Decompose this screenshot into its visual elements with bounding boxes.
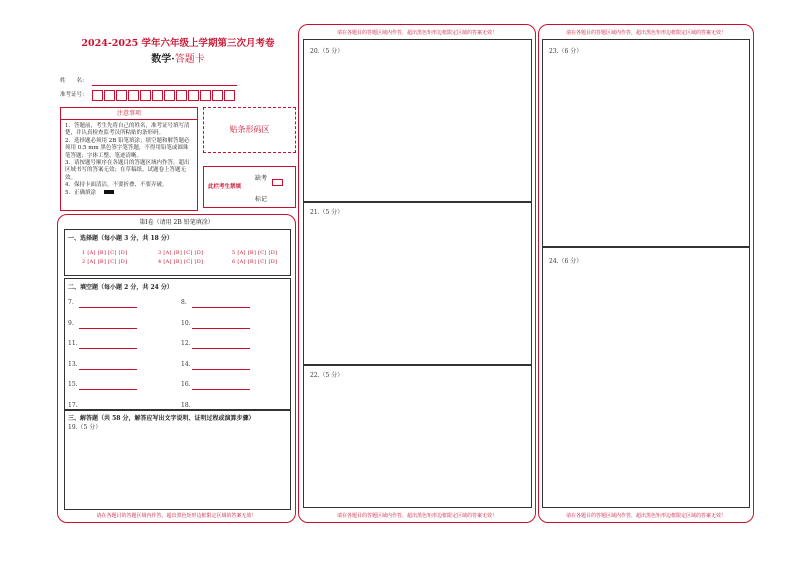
filled-sample-icon xyxy=(104,190,114,194)
fill-question-label: 12. xyxy=(181,340,191,347)
notice-title: 注意事项 xyxy=(61,108,197,120)
name-label: 姓 名： xyxy=(60,78,88,84)
barcode-area xyxy=(203,107,296,153)
notice-item-3: 3．请按题号顺序在各题目的答题区域内作答，超出区域书写的答案无效；在草稿纸、试题卷上答题无效。 xyxy=(65,160,190,181)
fill-question-label: 13. xyxy=(68,360,78,368)
fill-answer-blank[interactable] xyxy=(192,328,250,329)
fill-answer-blank[interactable] xyxy=(79,348,137,349)
fill-section xyxy=(64,278,291,410)
solve-section-title: 三、解答题（共 58 分，解答应写出文字说明、证明过程或演算步骤） xyxy=(68,415,255,422)
q21-label: 21.（5 分） xyxy=(310,209,344,216)
exam-id-cell[interactable] xyxy=(212,90,223,101)
correct-fill-row xyxy=(65,190,192,197)
exam-id-cell[interactable] xyxy=(200,90,211,101)
fill-answer-blank[interactable] xyxy=(192,369,250,370)
absent-note: 此栏考生禁填 xyxy=(208,184,242,190)
fill-answer-blank[interactable] xyxy=(79,369,137,370)
column3-panel xyxy=(538,24,754,523)
fill-answer-blank[interactable] xyxy=(79,389,137,390)
fill-answer-blank[interactable] xyxy=(79,307,137,308)
exam-id-cell[interactable] xyxy=(92,90,103,101)
warning-header-col2: 请在各题目的答题区域内作答，超出黑色矩形边框限定区域的答案无效！ xyxy=(336,30,497,36)
fill-question-label: 18. xyxy=(181,401,191,409)
choice-q4[interactable]: 4 [A] [B] [C] [D] xyxy=(158,259,204,265)
q23-answer-area[interactable] xyxy=(542,39,750,247)
fill-answer-blank[interactable] xyxy=(192,307,250,308)
q22-answer-area[interactable] xyxy=(303,365,532,508)
exam-id-field[interactable] xyxy=(92,90,242,102)
mark-label: 标记 xyxy=(255,196,268,203)
part1-header: 第Ⅰ卷（请用 2B 铅笔填涂） xyxy=(139,219,214,226)
q19-label: 19.（5 分） xyxy=(68,424,102,431)
id-label: 准考证号： xyxy=(60,92,88,98)
exam-id-cell[interactable] xyxy=(104,90,115,101)
warning-footer-col3: 请在各题目的答题区域内作答，超出黑色矩形边框限定区域的答案无效！ xyxy=(565,513,726,519)
q20-label: 20.（5 分） xyxy=(310,48,344,55)
choice-q3[interactable]: 3 [A] [B] [C] [D] xyxy=(158,250,204,256)
warning-header-col3: 请在各题目的答题区域内作答，超出黑色矩形边框限定区域的答案无效！ xyxy=(565,30,726,36)
fill-answer-blank[interactable] xyxy=(192,389,250,390)
absent-box xyxy=(203,166,296,208)
warning-footer-col2: 请在各题目的答题区域内作答，超出黑色矩形边框限定区域的答案无效！ xyxy=(336,513,497,519)
choice-q1[interactable]: 1 [A] [B] [C] [D] xyxy=(82,250,128,256)
fill-answer-blank[interactable] xyxy=(79,328,137,329)
fill-answer-blank[interactable] xyxy=(192,348,250,349)
exam-title: 2024-2025 学年六年级上学期第三次月考卷 xyxy=(81,38,275,49)
exam-id-cell[interactable] xyxy=(152,90,163,101)
q22-label: 22.（5 分） xyxy=(310,372,344,379)
exam-id-cell[interactable] xyxy=(140,90,151,101)
q24-answer-area[interactable] xyxy=(542,247,750,508)
notice-item-2: 2．选择题必须用 2B 铅笔填涂；填空题和解答题必须用 0.5 mm 黑色签字笔答题，不得用铅笔或圆珠笔答题；字体工整、笔迹清晰。 xyxy=(65,137,190,159)
fill-question-label: 17. xyxy=(68,401,78,409)
exam-id-cell[interactable] xyxy=(176,90,187,101)
fill-question-label: 14. xyxy=(181,360,191,368)
fill-question-label: 15. xyxy=(68,381,78,388)
notice-item-4: 4．保持卡面清洁，不要折叠、不要弄破。 xyxy=(65,182,168,189)
choice-q5[interactable]: 5 [A] [B] [C] [D] xyxy=(232,250,278,256)
fill-question-label: 10. xyxy=(181,319,191,327)
fill-section-title: 二、填空题（每小题 2 分，共 24 分） xyxy=(68,284,173,291)
exam-id-cell[interactable] xyxy=(224,90,235,101)
q24-label: 24.（6 分） xyxy=(549,258,583,265)
column2-panel xyxy=(298,24,536,523)
exam-id-cell[interactable] xyxy=(164,90,175,101)
barcode-label: 贴条形码区 xyxy=(229,125,270,134)
exam-subtitle xyxy=(60,50,296,65)
q21-answer-area[interactable] xyxy=(303,202,532,365)
q20-answer-area[interactable] xyxy=(303,39,532,202)
fill-question-label: 7. xyxy=(68,299,74,306)
exam-id-cell[interactable] xyxy=(116,90,127,101)
choice-q2[interactable]: 2 [A] [B] [C] [D] xyxy=(82,259,128,265)
warning-footer-col1: 请在各题目的答题区域内作答，超出黑色矩形边框限定区域的答案无效！ xyxy=(96,513,257,519)
solve-section xyxy=(64,410,291,510)
name-field[interactable] xyxy=(92,85,237,86)
fill-question-label: 11. xyxy=(68,340,78,347)
missing-label: 缺考 xyxy=(255,175,268,182)
subject-label: 数学· xyxy=(151,54,175,65)
fill-question-label: 8. xyxy=(181,299,187,306)
answer-card-label: 答题卡 xyxy=(174,54,205,65)
fill-question-label: 9. xyxy=(68,319,74,327)
missing-checkbox[interactable] xyxy=(272,179,283,186)
q23-label: 23.（6 分） xyxy=(549,48,583,55)
fill-question-label: 16. xyxy=(181,381,191,388)
notice-item-1: 1．答题前，考生先将自己的姓名，准考证号填写清楚，并认真检查监考员所粘贴的条形码。 xyxy=(65,123,190,137)
notice-box xyxy=(60,107,198,211)
choice-section xyxy=(64,229,291,276)
correct-fill-label: 5．正确填涂 xyxy=(65,189,96,196)
exam-id-cell[interactable] xyxy=(128,90,139,101)
exam-id-cell[interactable] xyxy=(188,90,199,101)
part1-panel xyxy=(57,214,296,523)
choice-section-title: 一、选择题（每小题 3 分，共 18 分） xyxy=(68,235,173,242)
choice-q6[interactable]: 6 [A] [B] [C] [D] xyxy=(232,259,278,265)
